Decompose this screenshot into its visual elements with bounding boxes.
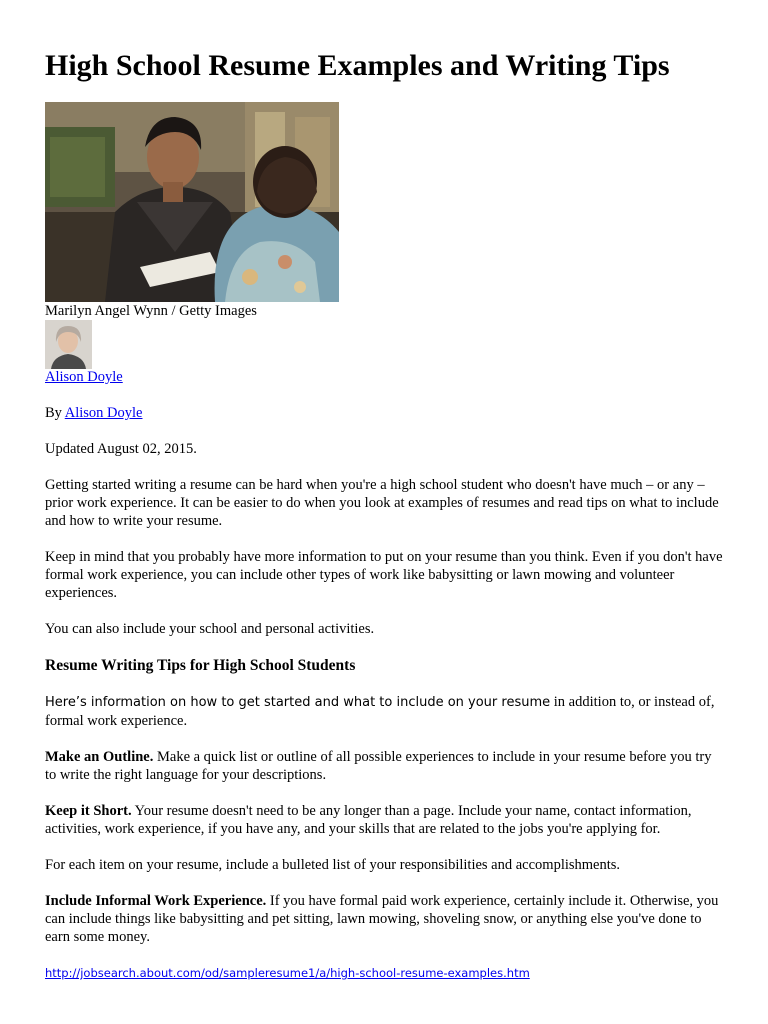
tips-intro <box>45 693 725 730</box>
author-link[interactable]: Alison Doyle <box>45 369 123 385</box>
tip-outline-text: Make a quick list or outline of all possible experiences to include in your resume before you try to write the right language for your descriptions. <box>45 749 712 783</box>
tip-informal-text: If you have formal paid work experience, certainly include it. Otherwise, you can include things like babysitting and pet sitting, lawn mowing, shoveling snow, or anything else you've done to earn some money. <box>45 893 719 945</box>
tip-informal <box>45 892 725 946</box>
article-body <box>45 404 725 1000</box>
page-title: High School Resume Examples and Writing Tips <box>45 49 670 82</box>
photo-caption: Marilyn Angel Wynn / Getty Images <box>45 303 257 319</box>
tip-short-text: Your resume doesn't need to be any longer than a page. Include your name, contact information, activities, work experience, if you have any, and your skills that are related to the jobs you're applying for. <box>45 803 692 837</box>
tip-short <box>45 802 725 838</box>
paragraph-intro: Getting started writing a resume can be hard when you're a high school student who doesn't have much – or any – prior work experience. It can be easier to do when you look at examples of resumes and read tips on what to include and how to write your resume. <box>45 477 719 529</box>
tips-intro-sans: Here’s information on how to get started and what to include on your resume <box>45 695 551 710</box>
source-line <box>45 964 725 982</box>
tip-outline-label: Make an Outline. <box>45 749 154 765</box>
bullet-note: For each item on your resume, include a bulleted list of your responsibilities and accomplishments. <box>45 857 621 873</box>
paragraph-activities: You can also include your school and personal activities. <box>45 621 375 637</box>
tips-intro-rest: in addition to, or instead of, formal work experience. <box>45 694 715 729</box>
source-url-link[interactable]: http://jobsearch.about.com/od/sampleresume1/a/high-school-resume-examples.htm <box>45 966 530 980</box>
paragraph-more-info: Keep in mind that you probably have more information to put on your resume than you think. Even if you don't have formal work experience, you can include other types of work like babysitting or lawn mowing and volunteer experiences. <box>45 549 723 601</box>
byline-prefix: By <box>45 405 65 421</box>
tip-outline <box>45 748 725 784</box>
author-avatar <box>45 320 92 369</box>
tip-informal-label: Include Informal Work Experience. <box>45 893 267 909</box>
byline <box>45 404 725 422</box>
byline-author-link[interactable]: Alison Doyle <box>64 405 143 421</box>
updated-date: Updated August 02, 2015. <box>45 441 197 457</box>
tip-short-label: Keep it Short. <box>45 803 132 819</box>
interview-photo <box>45 102 339 302</box>
section-heading: Resume Writing Tips for High School Students <box>45 657 356 674</box>
